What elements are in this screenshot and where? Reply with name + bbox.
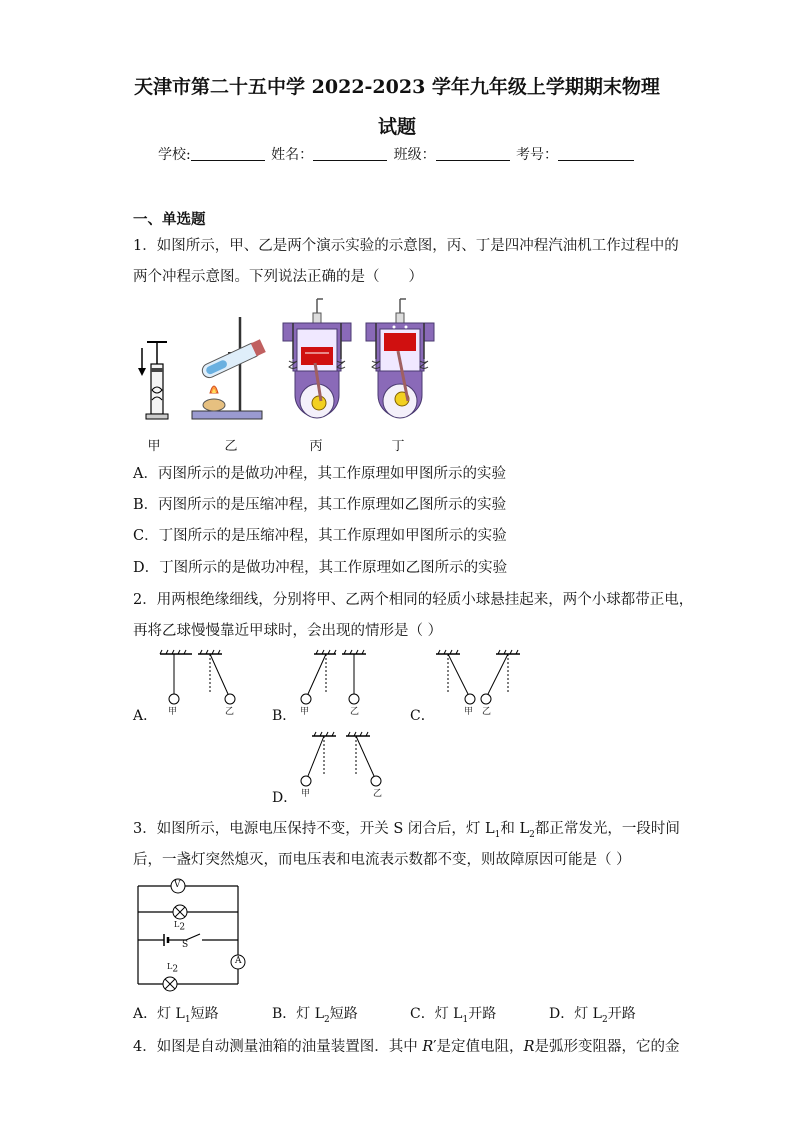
- q1-caption-bing: 丙: [309, 439, 323, 454]
- q2-d-ball-label-yi: 乙: [373, 789, 383, 799]
- q3-option-c[interactable]: C．灯 $L_1$开路: [410, 1006, 497, 1025]
- q3-circuit-diagram: [134, 876, 262, 996]
- q2-d-ball-label-jia: 甲: [301, 789, 311, 799]
- q3-ammeter-label: A: [235, 956, 242, 966]
- q3-lamp-top-label: $L_2$: [174, 920, 186, 933]
- q1-figure-bing: [279, 297, 355, 425]
- q3-voltmeter-label: V: [174, 880, 181, 890]
- q1-option-c[interactable]: C．丁图所示的是压缩冲程，其工作原理如甲图所示的实验: [133, 528, 507, 544]
- q3-sub-2: 2: [529, 829, 535, 840]
- class-blank[interactable]: [436, 146, 510, 161]
- q2-stem-line2: 再将乙球慢慢靠近甲球时，会出现的情形是（ ）: [133, 623, 443, 639]
- q4-r-symbol-2: R: [523, 1039, 535, 1055]
- q2-option-d-letter[interactable]: D．: [272, 790, 298, 806]
- q2-option-c-letter[interactable]: C．: [410, 708, 435, 724]
- q1-option-d[interactable]: D．丁图所示的是做功冲程，其工作原理如乙图所示的实验: [133, 560, 508, 576]
- q3-option-a[interactable]: A．灯 $L_1$短路: [133, 1006, 219, 1025]
- q2-stem-line1: 2．用两根绝缘细线，分别将甲、乙两个相同的轻质小球悬挂起来，两个小球都带正电，: [133, 592, 694, 608]
- q1-option-b[interactable]: B．丙图所示的是压缩冲程，其工作原理如乙图所示的实验: [133, 497, 507, 513]
- q3-switch-label: S: [182, 940, 189, 950]
- q1-caption-jia: 甲: [147, 439, 161, 454]
- q3-stem-part-c: 都正常发光，一段时间: [534, 821, 680, 837]
- q3-option-d[interactable]: D．灯 $L_2$开路: [549, 1006, 636, 1025]
- name-blank[interactable]: [313, 146, 387, 161]
- class-label: 班级：: [393, 147, 436, 163]
- q3-stem-part-b: 和 L: [500, 821, 530, 837]
- q3-stem-line2: 后，一盏灯突然熄灭，而电压表和电流表示数都不变，则故障原因可能是（ ）: [133, 852, 631, 868]
- q1-figure-ding: [362, 297, 438, 425]
- q3-stem-line1: [133, 817, 680, 840]
- school-label: 学校:: [157, 147, 191, 163]
- page-title-line2: 试题: [377, 116, 416, 138]
- q4-stem-line1: 4．如图是自动测量油箱的油量装置图．其中 R′是定值电阻，R是弧形变阻器，它的金: [133, 1039, 680, 1055]
- q2-option-b-figure[interactable]: [296, 650, 386, 718]
- number-label: 考号：: [516, 147, 559, 163]
- section-heading: 一、单选题: [133, 211, 206, 228]
- q2-c-ball-label-yi: 乙: [482, 707, 492, 717]
- q3-lamp-bottom-label: $L_2$: [167, 962, 179, 975]
- q4-r-symbol: R: [422, 1039, 434, 1055]
- page-title: 天津市第二十五中学 2022-2023 学年九年级上学期期末物理: [134, 76, 660, 98]
- q3-option-b[interactable]: B．灯 $L_2$短路: [272, 1006, 358, 1025]
- q1-stem-line2: 两个冲程示意图。下列说法正确的是（ ）: [133, 269, 423, 285]
- q1-caption-yi: 乙: [224, 439, 238, 454]
- q3-sub-1: 1: [494, 829, 501, 840]
- q1-option-a[interactable]: A．丙图所示的是做功冲程，其工作原理如甲图所示的实验: [133, 466, 506, 482]
- number-blank[interactable]: [558, 146, 634, 161]
- school-blank[interactable]: [191, 146, 265, 161]
- q2-option-c-figure[interactable]: [434, 650, 524, 718]
- q1-figure-jia: [134, 330, 184, 425]
- q3-stem-part-a: 3．如图所示，电源电压保持不变，开关 S 闭合后，灯 L: [133, 821, 495, 837]
- q1-stem-line1: 1．如图所示，甲、乙是两个演示实验的示意图，丙、丁是四冲程汽油机工作过程中的: [133, 238, 679, 254]
- q2-option-b-letter[interactable]: B．: [272, 708, 297, 724]
- q2-b-ball-label-yi: 乙: [350, 707, 360, 717]
- q2-a-ball-label-jia: 甲: [168, 707, 178, 717]
- q2-a-ball-label-yi: 乙: [225, 707, 235, 717]
- student-info-line: [0, 144, 794, 164]
- q2-c-ball-label-jia: 甲: [464, 707, 474, 717]
- q1-caption-ding: 丁: [391, 439, 405, 454]
- name-label: 姓名：: [271, 147, 314, 163]
- q2-option-a-letter[interactable]: A．: [133, 708, 158, 724]
- q1-figure-yi: [182, 315, 272, 425]
- q2-b-ball-label-jia: 甲: [300, 707, 310, 717]
